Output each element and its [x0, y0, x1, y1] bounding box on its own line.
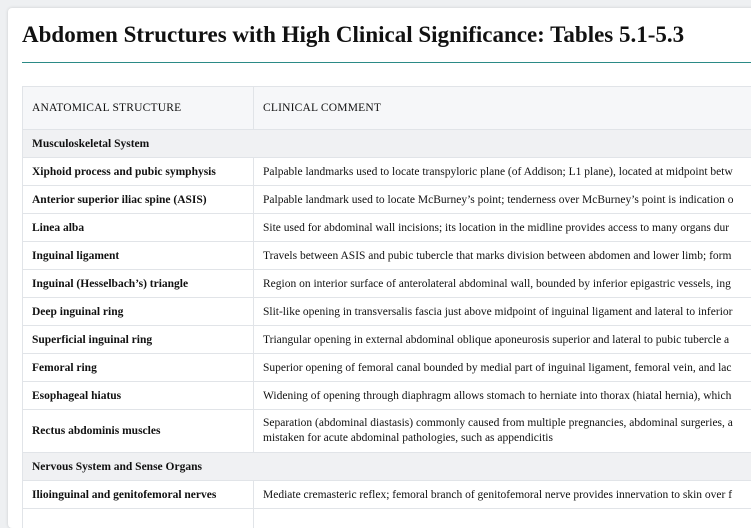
- structure-cell: Xiphoid process and pubic symphysis: [23, 158, 254, 186]
- column-header-comment: CLINICAL COMMENT: [254, 87, 751, 130]
- table-row: [23, 410, 751, 453]
- section-label: Musculoskeletal System: [23, 130, 751, 158]
- comment-cell: Slit-like opening in transversalis fascia just above midpoint of inguinal ligament and lateral to inferior: [254, 298, 751, 326]
- comment-cell: Mediate cremasteric reflex; femoral branch of genitofemoral nerve provides innervation to skin over f: [254, 481, 751, 509]
- structure-cell: Ilioinguinal and genitofemoral nerves: [23, 481, 254, 509]
- structure-cell: Superficial inguinal ring: [23, 326, 254, 354]
- structure-cell: Inguinal (Hesselbach’s) triangle: [23, 270, 254, 298]
- table-row: [23, 158, 751, 186]
- table-row: [23, 270, 751, 298]
- page-title: Abdomen Structures with High Clinical Significance: Tables 5.1-5.3: [22, 22, 684, 48]
- table-row: [23, 509, 751, 528]
- structure-cell: [23, 509, 254, 528]
- comment-cell: Site used for abdominal wall incisions; its location in the midline provides access to many organs dur: [254, 214, 751, 242]
- table-row: [23, 214, 751, 242]
- section-row: [23, 453, 751, 481]
- table-row: [23, 354, 751, 382]
- table-row: [23, 382, 751, 410]
- structure-cell: Femoral ring: [23, 354, 254, 382]
- table-row: [23, 326, 751, 354]
- section-row: [23, 130, 751, 158]
- structure-cell: Deep inguinal ring: [23, 298, 254, 326]
- comment-cell: Palpable landmarks used to locate transpyloric plane (of Addison; L1 plane), located at midpoint betw: [254, 158, 751, 186]
- comment-cell: Travels between ASIS and pubic tubercle that marks division between abdomen and lower limb; form: [254, 242, 751, 270]
- table-row: [23, 481, 751, 509]
- table-row: [23, 298, 751, 326]
- structures-table: [22, 86, 751, 528]
- comment-cell: Separation (abdominal diastasis) commonly caused from multiple pregnancies, abdominal surgeries, a mistaken for acute abdominal pathologies, such as appendicitis: [254, 410, 751, 453]
- comment-cell: [254, 509, 751, 528]
- structure-cell: Esophageal hiatus: [23, 382, 254, 410]
- content-card: [8, 8, 751, 528]
- structure-cell: Rectus abdominis muscles: [23, 410, 254, 453]
- comment-cell: Triangular opening in external abdominal oblique aponeurosis superior and lateral to pubic tubercle a: [254, 326, 751, 354]
- table-row: [23, 186, 751, 214]
- comment-cell: Widening of opening through diaphragm allows stomach to herniate into thorax (hiatal hernia), which: [254, 382, 751, 410]
- comment-cell: Palpable landmark used to locate McBurney’s point; tenderness over McBurney’s point is indication o: [254, 186, 751, 214]
- comment-cell: Superior opening of femoral canal bounded by medial part of inguinal ligament, femoral vein, and lac: [254, 354, 751, 382]
- comment-cell: Region on interior surface of anterolateral abdominal wall, bounded by inferior epigastric vessels, ing: [254, 270, 751, 298]
- structure-cell: Inguinal ligament: [23, 242, 254, 270]
- column-header-structure: ANATOMICAL STRUCTURE: [23, 87, 254, 130]
- table-header-row: [23, 87, 751, 130]
- table-row: [23, 242, 751, 270]
- title-divider: [22, 62, 751, 63]
- structure-cell: Linea alba: [23, 214, 254, 242]
- structure-cell: Anterior superior iliac spine (ASIS): [23, 186, 254, 214]
- section-label: Nervous System and Sense Organs: [23, 453, 751, 481]
